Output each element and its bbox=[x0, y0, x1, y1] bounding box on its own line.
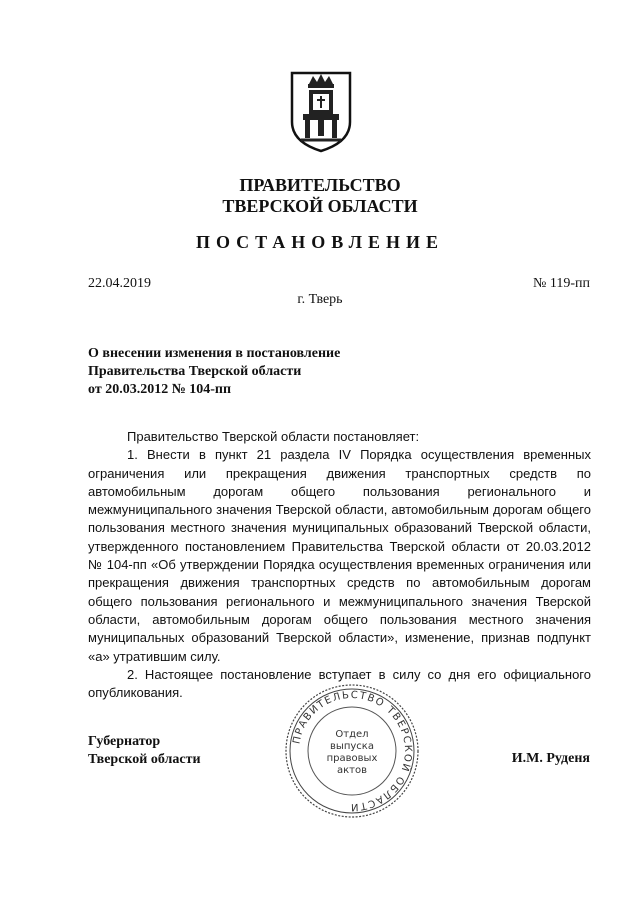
organization-name bbox=[0, 175, 640, 217]
stamp-center-line-4: актов bbox=[336, 765, 368, 776]
org-line-1: ПРАВИТЕЛЬСТВО bbox=[239, 175, 401, 195]
official-stamp bbox=[283, 682, 421, 820]
signatory-title bbox=[88, 733, 201, 769]
signatory-title-line-1: Губернатор bbox=[88, 734, 161, 749]
stamp-center-line-2: выпуска bbox=[330, 741, 374, 752]
stamp-ring-text: ПРАВИТЕЛЬСТВО ТВЕРСКОЙ ОБЛАСТИ bbox=[291, 689, 414, 813]
stamp-center-line-1: Отдел bbox=[335, 729, 369, 740]
subject-line-3: от 20.03.2012 № 104-пп bbox=[88, 382, 232, 397]
document-city: г. Тверь bbox=[297, 292, 343, 307]
stamp-center-line-3: правовых bbox=[326, 753, 378, 764]
org-line-2: ТВЕРСКОЙ ОБЛАСТИ bbox=[222, 196, 418, 216]
signatory-name: И.М. Руденя bbox=[511, 751, 590, 766]
document-number: № 119-пп bbox=[533, 276, 590, 291]
document-type: ПОСТАНОВЛЕНИЕ bbox=[195, 232, 445, 252]
body-intro: Правительство Тверской области постановляет: bbox=[127, 429, 420, 444]
document-body bbox=[88, 428, 591, 702]
body-item-2: 2. Настоящее постановление вступает в силу со дня его официального опубликования. bbox=[88, 666, 591, 701]
subject-line-1: О внесении изменения в постановление bbox=[88, 346, 341, 361]
document-date: 22.04.2019 bbox=[88, 276, 151, 291]
signatory-title-line-2: Тверской области bbox=[88, 752, 201, 767]
body-item-1: 1. Внести в пункт 21 раздела IV Порядка осуществления временных ограничения или прекращения движения транспортных средств по автомобильным дорогам общего пользования регионального и межмуниципального значения Тверской области, автомобильным дорогам общего пользования местного значения муниципальных образований Тверской области, утвержденного постановлением Правительства Тверской области от 20.03.2012 № 104-пп «Об утверждении Порядка осуществления временных ограничения или прекращения движения транспортных средств по автомобильным дорогам общего пользования регионального и межмуниципального значения Тверской области, автомобильным дорогам общего пользования местного значения муниципальных образований Тверской области», изменение, признав подпункт «а» утратившим силу. bbox=[88, 447, 591, 664]
coat-of-arms-emblem bbox=[289, 70, 353, 154]
document-subject bbox=[88, 345, 340, 399]
subject-line-2: Правительства Тверской области bbox=[88, 364, 302, 379]
